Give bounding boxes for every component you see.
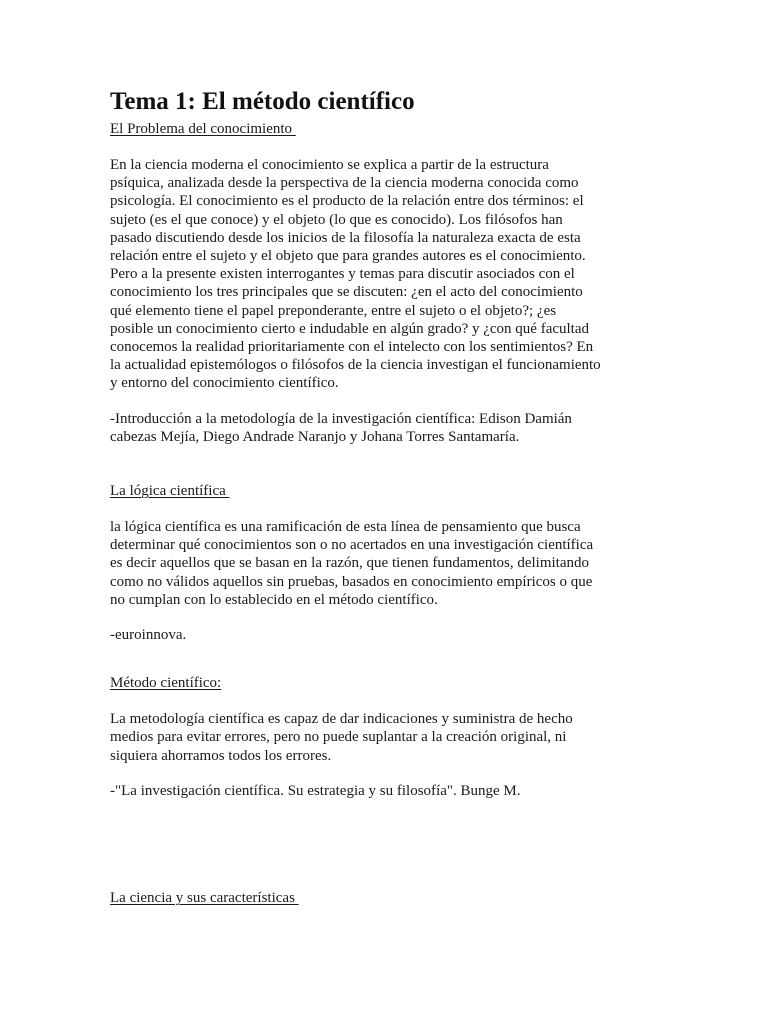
text-line: Pero a la presente existen interrogantes y temas para discutir asociados con el: [110, 266, 575, 283]
text-line: como no válidos aquellos sin pruebas, basados en conocimiento empíricos o que: [110, 573, 593, 590]
source-line: cabezas Mejía, Diego Andrade Naranjo y Johana Torres Santamaría.: [110, 428, 520, 445]
section-heading-metodo: Método científico:: [110, 675, 222, 692]
text-line: sujeto (es el que conoce) y el objeto (lo que es conocido). Los filósofos han: [110, 211, 563, 228]
section-body-logica: [110, 518, 670, 609]
page-title: Tema 1: El método científico: [110, 88, 415, 115]
document-page: [110, 86, 670, 907]
section-body-metodo: [110, 710, 670, 765]
text-line: la lógica científica es una ramificación de esta línea de pensamiento que busca: [110, 519, 581, 536]
text-line: la actualidad epistemólogos o filósofos de la ciencia investigan el funcionamiento: [110, 357, 601, 374]
text-line: qué elemento tiene el papel preponderante, entre el sujeto o el objeto?; ¿es: [110, 302, 557, 319]
text-line: psicología. El conocimiento es el producto de la relación entre dos términos: el: [110, 193, 584, 210]
text-line: medios para evitar errores, pero no puede suplantar a la creación original, ni: [110, 729, 567, 746]
text-line: pasado discutiendo desde los inicios de la filosofía la naturaleza exacta de esta: [110, 229, 581, 246]
text-line: es decir aquellos que se basan en la razón, que tienen fundamentos, delimitando: [110, 555, 590, 572]
text-line: y entorno del conocimiento científico.: [110, 375, 339, 392]
section-heading-problema: El Problema del conocimiento: [110, 121, 296, 137]
text-line: posible un conocimiento cierto e indudable en algún grado? y ¿con qué facultad: [110, 320, 589, 337]
section-source-metodo: [110, 782, 670, 800]
text-line: siquiera ahorramos todos los errores.: [110, 747, 332, 764]
source-line: -euroinnova.: [110, 627, 187, 644]
text-line: relación entre el sujeto y el objeto que para grandes autores es el conocimiento.: [110, 248, 586, 265]
source-line: -"La investigación científica. Su estrategia y su filosofía". Bunge M.: [110, 782, 521, 799]
text-line: no cumplan con lo establecido en el método científico.: [110, 591, 438, 608]
source-line: -Introducción a la metodología de la investigación científica: Edison Damián: [110, 410, 572, 427]
section-body-problema: [110, 156, 670, 393]
text-line: La metodología científica es capaz de dar indicaciones y suministra de hecho: [110, 711, 573, 728]
section-heading-logica: La lógica científica: [110, 483, 230, 500]
text-line: conocimiento los tres principales que se discuten: ¿en el acto del conocimiento: [110, 284, 583, 301]
section-source-problema: [110, 410, 670, 446]
text-line: determinar qué conocimientos son o no acertados en una investigación científica: [110, 537, 594, 554]
text-line: conocemos la realidad prioritariamente con el intelecto con los sentimientos? En: [110, 339, 594, 356]
text-line: psíquica, analizada desde la perspectiva de la ciencia moderna conocida como: [110, 175, 579, 192]
text-line: En la ciencia moderna el conocimiento se explica a partir de la estructura: [110, 157, 549, 173]
section-source-logica: [110, 626, 670, 644]
section-heading-ciencia: La ciencia y sus características: [110, 890, 299, 907]
